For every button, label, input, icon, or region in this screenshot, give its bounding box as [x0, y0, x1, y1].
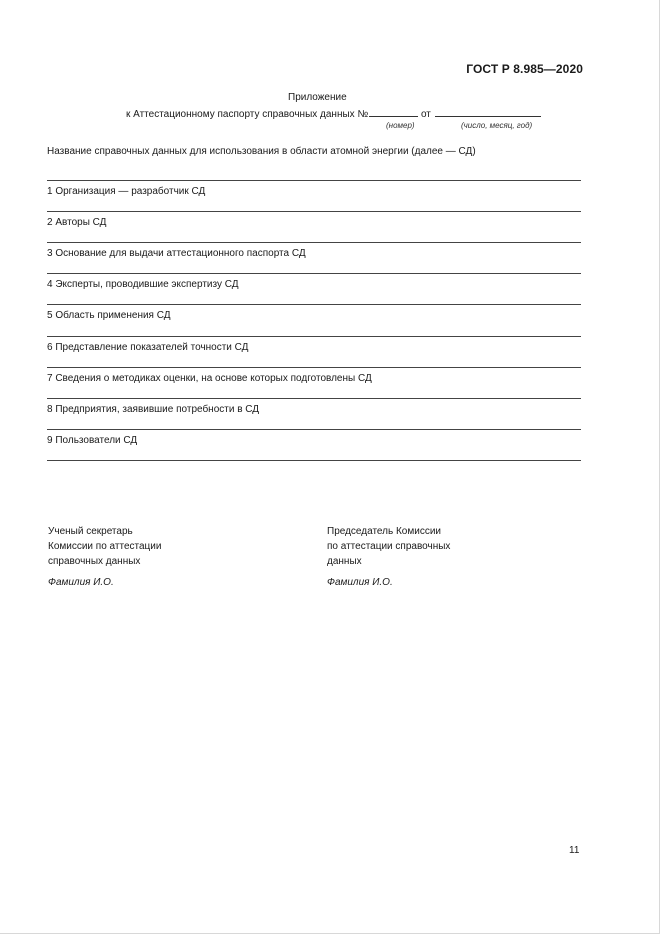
field-label-basis: 3 Основание для выдачи аттестационного паспорта СД [47, 248, 306, 259]
field-label-accuracy: 6 Представление показателей точности СД [47, 342, 249, 353]
field-label-organization: 1 Организация — разработчик СД [47, 186, 206, 197]
chairman-title-line: по аттестации справочных [327, 541, 451, 552]
field-line-organization[interactable] [47, 211, 581, 212]
field-label-methods: 7 Сведения о методиках оценки, на основе которых подготовлены СД [47, 373, 372, 384]
standard-code: ГОСТ Р 8.985—2020 [466, 62, 583, 76]
field-label-users: 9 Пользователи СД [47, 435, 138, 446]
field-label-experts: 4 Эксперты, проводившие экспертизу СД [47, 279, 239, 290]
field-line-scope[interactable] [47, 336, 581, 337]
chairman-name: Фамилия И.О. [327, 577, 393, 588]
reference-name-label: Название справочных данных для использования в области атомной энергии (далее — СД) [47, 146, 476, 157]
field-line-accuracy[interactable] [47, 367, 581, 368]
field-line-experts[interactable] [47, 304, 581, 305]
secretary-name: Фамилия И.О. [48, 577, 114, 588]
signature-block-secretary [48, 524, 161, 569]
field-line-basis[interactable] [47, 273, 581, 274]
field-line-enterprises[interactable] [47, 429, 581, 430]
appendix-date-prefix: от [420, 109, 431, 120]
field-label-scope: 5 Область применения СД [47, 310, 171, 321]
field-line-authors[interactable] [47, 242, 581, 243]
reference-name-line[interactable] [47, 180, 581, 181]
chairman-title-line: данных [327, 556, 362, 567]
hint-date: (число, месяц, год) [461, 121, 533, 130]
appendix-title: Приложение [288, 92, 347, 103]
appendix-line [126, 106, 541, 120]
signature-block-chairman [327, 524, 450, 569]
chairman-title-line: Председатель Комиссии [327, 526, 441, 537]
passport-number-blank[interactable] [369, 106, 418, 117]
secretary-title-line: Комиссии по аттестации [48, 541, 162, 552]
field-line-users[interactable] [47, 460, 581, 461]
secretary-title-line: Ученый секретарь [48, 526, 133, 537]
field-label-enterprises: 8 Предприятия, заявившие потребности в СД [47, 404, 260, 415]
hint-number: (номер) [386, 121, 415, 130]
secretary-title-line: справочных данных [48, 556, 141, 567]
passport-date-blank[interactable] [435, 106, 541, 117]
page-number: 11 [569, 845, 580, 856]
field-line-methods[interactable] [47, 398, 581, 399]
field-label-authors: 2 Авторы СД [47, 217, 107, 228]
appendix-line-text: к Аттестационному паспорту справочных данных № [126, 109, 369, 120]
